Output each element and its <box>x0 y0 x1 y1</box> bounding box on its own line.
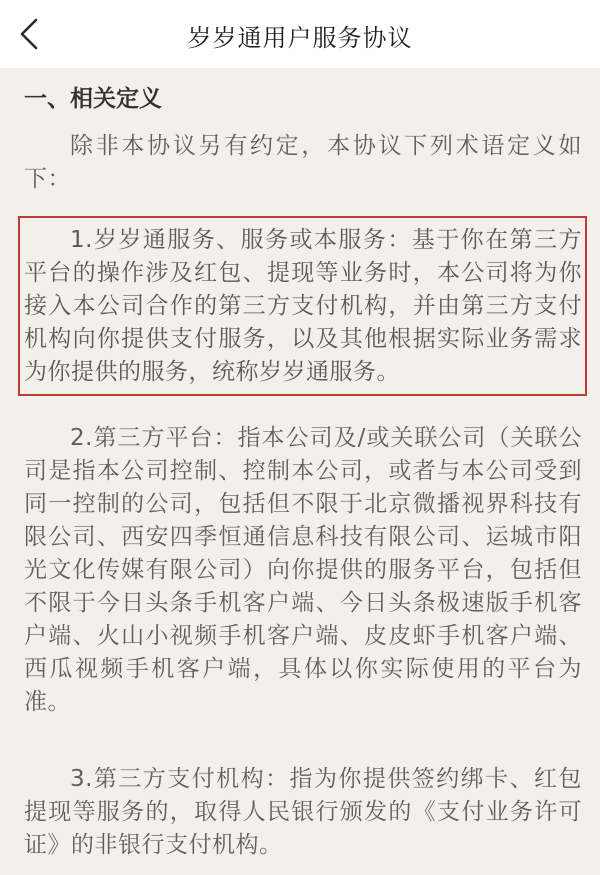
definition-paragraph-2: 2.第三方平台：指本公司及/或关联公司（关联公司是指本公司控制、控制本公司，或者与本公司受到同一控制的公司，包括但不限于北京微播视界科技有限公司、西安四季恒通信息科技有限公司、运城市阳光文化传媒有限公司）向你提供的服务平台，包括但不限于今日头条手机客户端、今日头条极速版手机客户端、火山小视频手机客户端、皮皮虾手机客户端、西瓜视频手机客户端，具体以你实际使用的平台为准。 <box>24 425 582 715</box>
page-title: 岁岁通用户服务协议 <box>187 24 413 52</box>
definition-paragraph-1: 1.岁岁通服务、服务或本服务：基于你在第三方平台的操作涉及红包、提现等业务时，本公司将为你接入本公司合作的第三方支付机构，并由第三方支付机构向你提供支付服务，以及其他根据实际业务需求为你提供的服务，统称岁岁通服务。 <box>24 227 582 385</box>
navigation-bar <box>0 0 600 68</box>
definition-paragraph-3: 3.第三方支付机构：指为你提供签约绑卡、红包提现等服务的，取得人民银行颁发的《支付业务许可证》的非银行支付机构。 <box>24 766 582 858</box>
intro-paragraph: 除非本协议另有约定，本协议下列术语定义如下： <box>24 133 582 192</box>
section-title: 一、相关定义 <box>24 86 162 112</box>
